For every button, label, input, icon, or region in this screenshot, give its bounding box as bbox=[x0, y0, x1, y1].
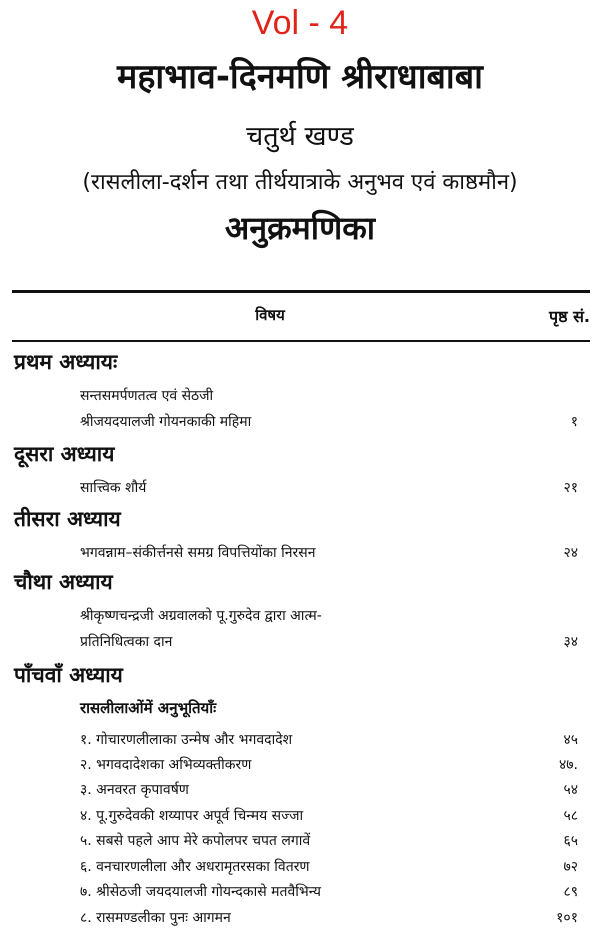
volume-label: Vol - 4 bbox=[251, 4, 349, 42]
toc-page-number: ४५ bbox=[563, 732, 578, 748]
book-title: महाभाव-दिनमणि श्रीराधाबाबा bbox=[117, 57, 483, 97]
header-rule bbox=[12, 340, 590, 342]
chapter-heading: प्रथम अध्यायः bbox=[14, 350, 118, 374]
toc-entry: ४. पू.गुरुदेवकी शय्यापर अपूर्व चिन्मय सज्जा bbox=[80, 808, 304, 824]
chapter-heading: दूसरा अध्याय bbox=[14, 442, 115, 466]
toc-page-number: ८९ bbox=[563, 884, 578, 900]
toc-page-number: ५४ bbox=[563, 782, 578, 798]
volume-subtitle: चतुर्थ खण्ड bbox=[246, 121, 354, 152]
chapter-heading: तीसरा अध्याय bbox=[14, 507, 121, 531]
toc-entry: सन्तसमर्पणतत्व एवं सेठजी bbox=[80, 388, 214, 404]
toc-entry: ३. अनवरत कृपावर्षण bbox=[80, 782, 189, 798]
toc-page-number: २१ bbox=[563, 480, 578, 496]
toc-entry: सात्त्विक शौर्य bbox=[80, 480, 147, 496]
toc-page-number: १ bbox=[570, 414, 578, 430]
column-subject: विषय bbox=[255, 306, 285, 324]
toc-entry: श्रीकृष्णचन्द्रजी अग्रवालको पू.गुरुदेव द्वारा आत्म- bbox=[80, 608, 322, 624]
chapter-heading: चौथा अध्याय bbox=[14, 570, 113, 594]
toc-heading: अनुक्रमणिका bbox=[224, 209, 376, 247]
toc-page-number: ७२ bbox=[563, 859, 578, 875]
volume-description: (रासलीला-दर्शन तथा तीर्थयात्राके अनुभव एवं काष्ठमौन) bbox=[82, 170, 518, 195]
toc-entry: प्रतिनिधित्वका दान bbox=[80, 634, 173, 650]
toc-page-number: ४७. bbox=[558, 757, 578, 773]
toc-page-number: ५८ bbox=[563, 808, 578, 824]
toc-page-number: ६५ bbox=[563, 833, 578, 849]
toc-page-number: २४ bbox=[563, 545, 578, 561]
column-page: पृष्ठ सं. bbox=[549, 307, 590, 326]
toc-entry: ८. रासमण्डलीका पुनः आगमन bbox=[80, 910, 231, 926]
toc-entry: ६. वनचारणलीला और अधरामृतरसका वितरण bbox=[80, 859, 310, 875]
toc-page-number: १०१ bbox=[556, 910, 578, 926]
chapter-heading: पाँचवाँ अध्याय bbox=[14, 663, 123, 687]
top-rule bbox=[12, 290, 590, 293]
toc-entry: २. भगवदादेशका अभिव्यक्तीकरण bbox=[80, 757, 252, 773]
toc-entry: ५. सबसे पहले आप मेरे कपोलपर चपत लगावें bbox=[80, 833, 311, 849]
toc-section-heading: रासलीलाओंमें अनुभूतियाँः bbox=[80, 699, 217, 717]
toc-entry: भगवन्नाम–संकीर्त्तनसे समग्र विपत्तियोंका निरसन bbox=[80, 545, 316, 561]
toc-entry: ७. श्रीसेठजी जयदयालजी गोयन्दकासे मतवैभिन्य bbox=[80, 884, 321, 900]
toc-page-number: ३४ bbox=[563, 634, 578, 650]
toc-entry: श्रीजयदयालजी गोयनकाकी महिमा bbox=[80, 414, 252, 430]
toc-entry: १. गोचारणलीलाका उन्मेष और भगवदादेश bbox=[80, 732, 293, 748]
